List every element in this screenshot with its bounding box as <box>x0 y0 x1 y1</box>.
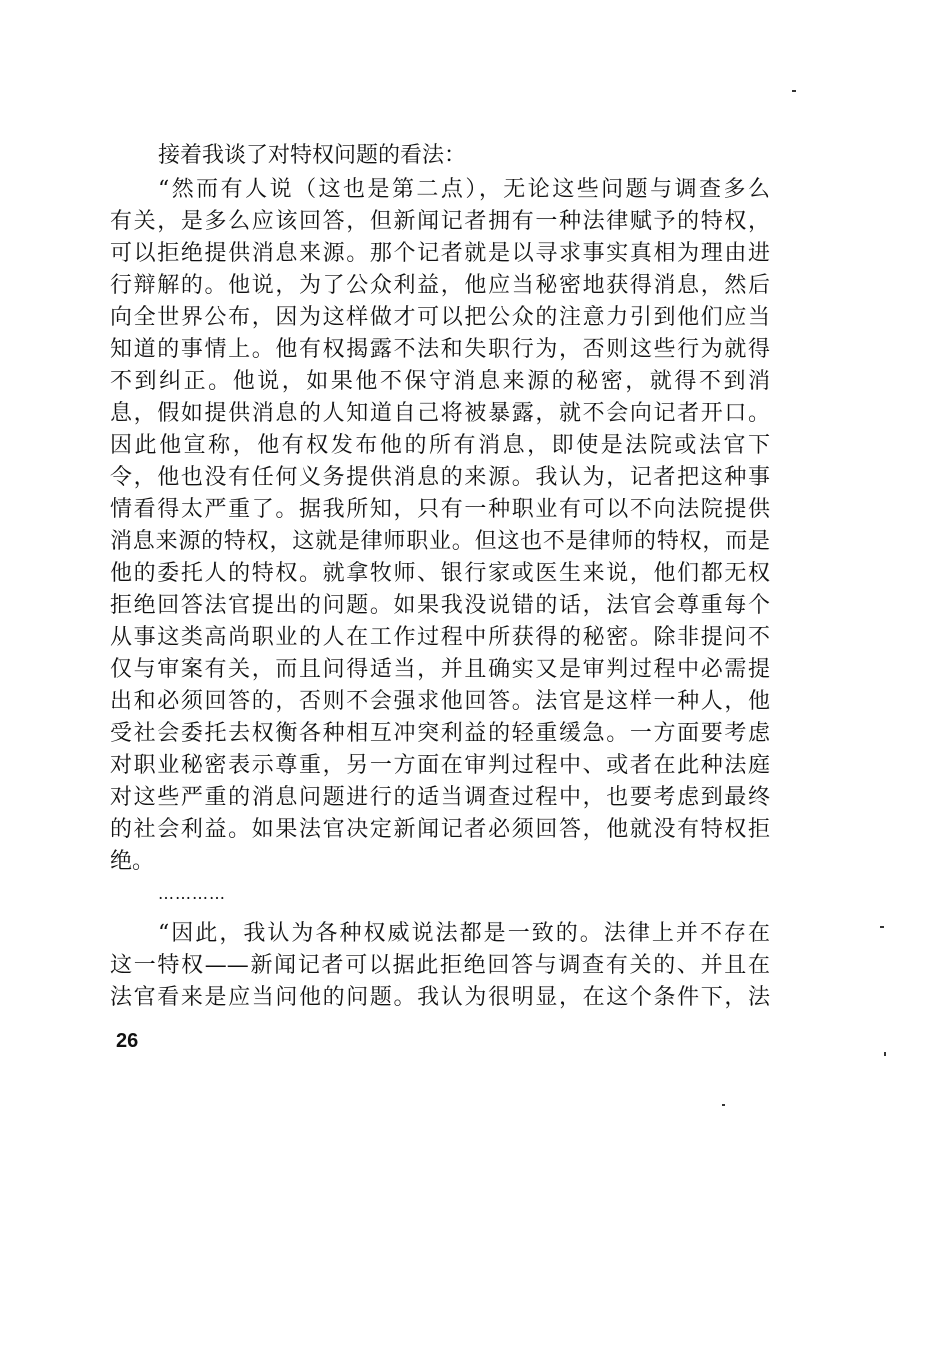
text-line: 的社会利益。如果法官决定新闻记者必须回答，他就没有特权拒 <box>110 817 770 842</box>
text-line: 这一特权——新闻记者可以据此拒绝回答与调查有关的、并且在 <box>110 953 770 978</box>
text-line: 息，假如提供消息的人知道自己将被暴露，就不会向记者开口。 <box>110 401 770 426</box>
text-line: “因此，我认为各种权威说法都是一致的。法律上并不存在 <box>158 921 770 946</box>
text-line: 消息来源的特权，这就是律师职业。但这也不是律师的特权，而是 <box>110 529 770 554</box>
text-line: 出和必须回答的，否则不会强求他回答。法官是这样一种人，他 <box>110 689 770 714</box>
text-line: 情看得太严重了。据我所知，只有一种职业有可以不向法院提供 <box>110 497 770 522</box>
scan-speck <box>792 90 796 92</box>
text-line: 有关，是多么应该回答，但新闻记者拥有一种法律赋予的特权， <box>110 209 770 234</box>
text-line: 不到纠正。他说，如果他不保守消息来源的秘密，就得不到消 <box>110 369 770 394</box>
text-line: 拒绝回答法官提出的问题。如果我没说错的话，法官会尊重每个 <box>110 593 770 618</box>
scan-speck <box>884 1052 886 1056</box>
text-line: 向全世界公布，因为这样做才可以把公众的注意力引到他们应当 <box>110 305 770 330</box>
text-line: 知道的事情上。他有权揭露不法和失职行为，否则这些行为就得 <box>110 337 770 362</box>
text-line: 对这些严重的消息问题进行的适当调查过程中，也要考虑到最终 <box>110 785 770 810</box>
text-line: 接着我谈了对特权问题的看法： <box>158 143 467 168</box>
text-line: “然而有人说（这也是第二点），无论这些问题与调查多么 <box>158 177 770 202</box>
text-line: 可以拒绝提供消息来源。那个记者就是以寻求事实真相为理由进 <box>110 241 770 266</box>
scan-speck <box>880 926 884 928</box>
text-line: 令，他也没有任何义务提供消息的来源。我认为，记者把这种事 <box>110 465 770 490</box>
text-line: 他的委托人的特权。就拿牧师、银行家或医生来说，他们都无权 <box>110 561 770 586</box>
text-line: 从事这类高尚职业的人在工作过程中所获得的秘密。除非提问不 <box>110 625 770 650</box>
text-line: 受社会委托去权衡各种相互冲突利益的轻重缓急。一方面要考虑 <box>110 721 770 746</box>
text-line: 绝。 <box>110 849 155 874</box>
text-line: 行辩解的。他说，为了公众利益，他应当秘密地获得消息，然后 <box>110 273 770 298</box>
text-line: 对职业秘密表示尊重，另一方面在审判过程中、或者在此种法庭 <box>110 753 770 778</box>
text-line: 法官看来是应当问他的问题。我认为很明显，在这个条件下，法 <box>110 985 770 1010</box>
scan-speck <box>722 1104 725 1106</box>
text-line: 仅与审案有关，而且问得适当，并且确实又是审判过程中必需提 <box>110 657 770 682</box>
text-line: 因此他宣称，他有权发布他的所有消息，即使是法院或法官下 <box>110 433 770 458</box>
page-number: 26 <box>116 1030 139 1052</box>
ellipsis-separator: ………… <box>158 884 226 903</box>
